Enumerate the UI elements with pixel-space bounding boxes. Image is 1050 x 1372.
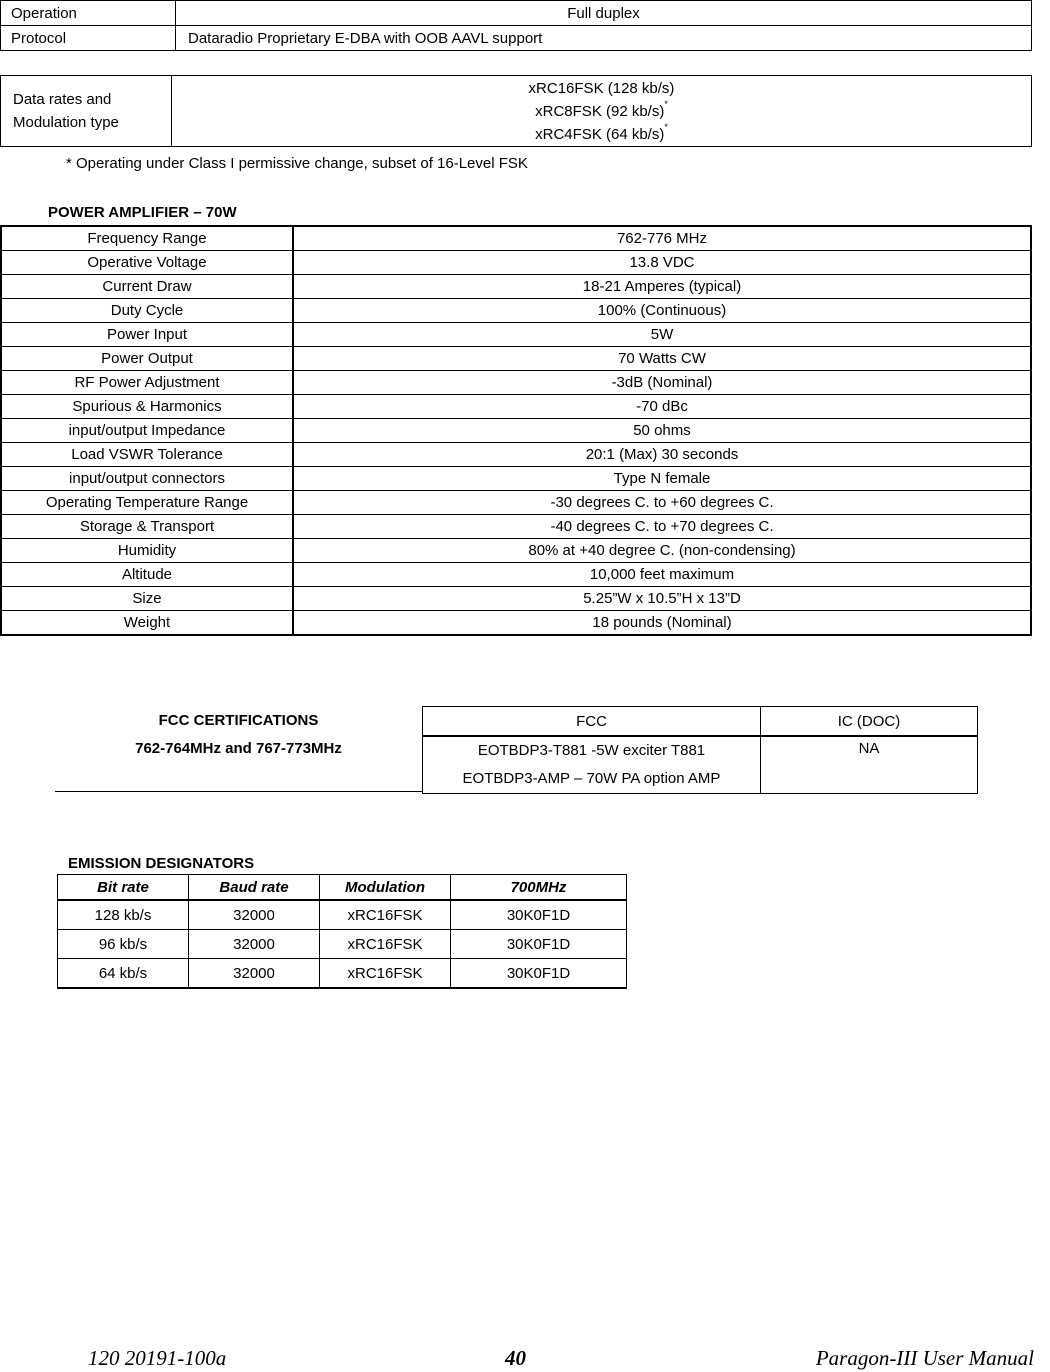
- table-row: [58, 900, 627, 930]
- table-cell: xRC16FSK: [320, 959, 451, 989]
- fcc-bands: 762-764MHz and 767-773MHz: [135, 740, 342, 757]
- spec-label: Load VSWR Tolerance: [1, 443, 293, 467]
- operation-label: Operation: [1, 1, 176, 26]
- power-amplifier-table: [0, 225, 1032, 636]
- table-cell: 128 kb/s: [58, 900, 189, 930]
- table-cell: 32000: [189, 959, 320, 989]
- fcc-id: EOTBDP3-T881 -5W exciter T881: [477, 742, 706, 759]
- footnote: * Operating under Class I permissive change, subset of 16-Level FSK: [66, 155, 528, 172]
- data-rates-label: [1, 76, 172, 147]
- footer-doc-number: 120 20191-100a: [88, 1346, 227, 1370]
- protocol-value: Dataradio Proprietary E-DBA with OOB AAVL support: [176, 26, 1032, 51]
- table-cell: 30K0F1D: [451, 959, 627, 989]
- footnote-marker: *: [664, 98, 668, 109]
- spec-label: Operative Voltage: [1, 251, 293, 275]
- footnote-marker: *: [664, 121, 668, 132]
- spec-value: 18 pounds (Nominal): [293, 611, 1031, 636]
- table-row: [1, 251, 1031, 275]
- spec-label: Altitude: [1, 563, 293, 587]
- spec-label: Humidity: [1, 539, 293, 563]
- emission-designators-heading: EMISSION DESIGNATORS: [68, 855, 255, 872]
- data-rates-label-line1: Data rates and: [13, 91, 112, 108]
- spec-label: Spurious & Harmonics: [1, 395, 293, 419]
- spec-value: -30 degrees C. to +60 degrees C.: [293, 491, 1031, 515]
- spec-label: RF Power Adjustment: [1, 371, 293, 395]
- table-row: [1, 395, 1031, 419]
- spec-value: 70 Watts CW: [293, 347, 1031, 371]
- spec-value: -70 dBc: [293, 395, 1031, 419]
- spec-label: input/output connectors: [1, 467, 293, 491]
- table-row: [1, 539, 1031, 563]
- spec-label: Size: [1, 587, 293, 611]
- data-rates-values: [172, 76, 1032, 147]
- table-cell: xRC16FSK: [320, 930, 451, 959]
- table-row: [58, 959, 627, 989]
- table-row: [1, 226, 1031, 251]
- table-cell: 30K0F1D: [451, 900, 627, 930]
- spec-label: Weight: [1, 611, 293, 636]
- table-row: [58, 930, 627, 959]
- column-header: Baud rate: [189, 875, 320, 901]
- table-cell: 32000: [189, 900, 320, 930]
- table-header-row: [58, 875, 627, 901]
- rate-value: xRC4FSK (64 kb/s): [535, 125, 665, 143]
- divider: [55, 791, 423, 792]
- spec-value: 100% (Continuous): [293, 299, 1031, 323]
- spec-value: 50 ohms: [293, 419, 1031, 443]
- spec-value: 80% at +40 degree C. (non-condensing): [293, 539, 1031, 563]
- emission-designators-table: [57, 874, 627, 989]
- footer-manual-title: Paragon-III User Manual: [815, 1346, 1034, 1370]
- table-row: [1, 515, 1031, 539]
- spec-label: Power Input: [1, 323, 293, 347]
- spec-value: 762-776 MHz: [293, 226, 1031, 251]
- spec-label: Current Draw: [1, 275, 293, 299]
- spec-label: Power Output: [1, 347, 293, 371]
- spec-value: -40 degrees C. to +70 degrees C.: [293, 515, 1031, 539]
- footer-page-number: 40: [505, 1346, 526, 1370]
- fcc-column-header: FCC: [423, 707, 761, 737]
- table-cell: 30K0F1D: [451, 930, 627, 959]
- data-rates-label-line2: Modulation type: [13, 114, 119, 131]
- column-header: 700MHz: [451, 875, 627, 901]
- spec-label: Storage & Transport: [1, 515, 293, 539]
- table-row: [1, 323, 1031, 347]
- table-header-row: [423, 707, 978, 737]
- spec-value: 20:1 (Max) 30 seconds: [293, 443, 1031, 467]
- ic-value: NA: [761, 736, 978, 794]
- ic-column-header: IC (DOC): [761, 707, 978, 737]
- power-amplifier-heading: POWER AMPLIFIER – 70W: [48, 204, 237, 221]
- spec-label: Frequency Range: [1, 226, 293, 251]
- spec-value: 5.25”W x 10.5”H x 13”D: [293, 587, 1031, 611]
- rate-value: xRC8FSK (92 kb/s): [535, 102, 665, 120]
- table-cell: 32000: [189, 930, 320, 959]
- spec-label: Duty Cycle: [1, 299, 293, 323]
- table-row: [1, 299, 1031, 323]
- table-row: [1, 611, 1031, 636]
- column-header: Bit rate: [58, 875, 189, 901]
- table-row: [1, 26, 1032, 51]
- spec-value: 10,000 feet maximum: [293, 563, 1031, 587]
- spec-value: 18-21 Amperes (typical): [293, 275, 1031, 299]
- table-cell: 96 kb/s: [58, 930, 189, 959]
- table-row: [1, 443, 1031, 467]
- spec-value: -3dB (Nominal): [293, 371, 1031, 395]
- rate-value: xRC16FSK (128 kb/s): [528, 79, 675, 97]
- fcc-certifications-title: FCC CERTIFICATIONS: [158, 712, 319, 729]
- table-row: [1, 1, 1032, 26]
- table-cell: 64 kb/s: [58, 959, 189, 989]
- table-row: [1, 491, 1031, 515]
- table-row: [1, 563, 1031, 587]
- table-row: [1, 467, 1031, 491]
- table-row: [1, 587, 1031, 611]
- table-cell: xRC16FSK: [320, 900, 451, 930]
- rate-value-line: [172, 100, 1031, 123]
- protocol-label: Protocol: [1, 26, 176, 51]
- spec-label: Operating Temperature Range: [1, 491, 293, 515]
- operation-value: Full duplex: [176, 1, 1032, 26]
- spec-value: 5W: [293, 323, 1031, 347]
- table-row: [1, 76, 1032, 147]
- data-rates-table: [0, 75, 1032, 147]
- table-row: [1, 371, 1031, 395]
- table-row: [1, 275, 1031, 299]
- table-row: [423, 736, 978, 794]
- table-row: [1, 347, 1031, 371]
- spec-value: Type N female: [293, 467, 1031, 491]
- column-header: Modulation: [320, 875, 451, 901]
- spec-label: input/output Impedance: [1, 419, 293, 443]
- rate-value-line: [172, 123, 1031, 146]
- fcc-id: EOTBDP3-AMP – 70W PA option AMP: [462, 770, 721, 787]
- fcc-ids: [423, 736, 761, 794]
- fcc-certification-table: [422, 706, 978, 794]
- spec-value: 13.8 VDC: [293, 251, 1031, 275]
- operation-protocol-table: [0, 0, 1032, 51]
- table-row: [1, 419, 1031, 443]
